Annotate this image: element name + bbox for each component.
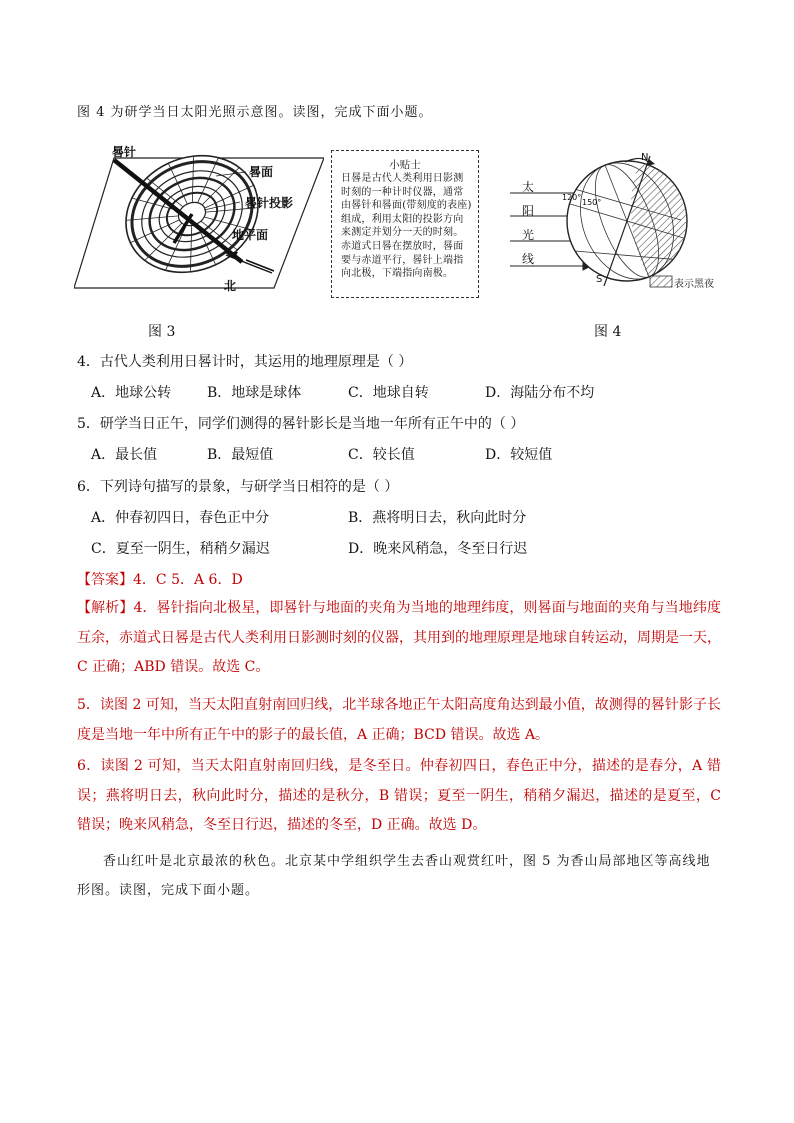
figure-4-caption: 图 4	[594, 324, 622, 340]
sun-char-4: 线	[522, 252, 535, 266]
answer-line: 【答案】4．C 5．A 6．D	[77, 572, 243, 588]
tips-body: 日晷是古代人类利用日影测时刻的一种计时仪器，通常由晷针和晷面(带刻度的表座)组成，利用太阳的投影方向来测定并划分一天的时刻。赤道式日晷在摆放时，晷面要与赤道平行，晷针上端指向北极，下端指向南极。	[341, 173, 472, 280]
legend-text: 表示黑夜	[674, 279, 714, 290]
label-120: 120°	[562, 193, 582, 202]
q6-option-a: A．仲春初四日，春色正中分	[91, 510, 270, 526]
q4-option-c: C．地球自转	[348, 385, 429, 401]
q5-option-c: C．较长值	[348, 447, 415, 463]
label-gnomon: 晷针	[112, 145, 137, 159]
q6-option-c: C．夏至一阴生，稍稍夕漏迟	[91, 541, 270, 557]
q5-option-b: B．最短值	[207, 447, 274, 463]
figure-3-sundial	[74, 138, 324, 298]
figure-4-globe	[505, 148, 745, 293]
figure-3-caption: 图 3	[148, 324, 176, 340]
explanation-6: 6．读图 2 可知，当天太阳直射南回归线，是冬至日。仲春初四日，春色正中分，描述的是春分，A 错误；燕将明日去，秋向此时分，描述的是秋分，B 错误；夏至一阴生，稍稍夕漏迟，描述的是夏至，C 错误；晚来风稍急，冬至日行迟，描述的冬至，D 正确。故选 D。	[77, 758, 721, 833]
label-ground: 地平面	[232, 228, 269, 242]
label-north: 北	[224, 279, 237, 293]
q4-stem: 4．古代人类利用日晷计时，其运用的地理原理是（ ）	[77, 354, 413, 370]
q5-stem: 5．研学当日正午，同学们测得的晷针影长是当地一年所有正午中的（ ）	[77, 416, 525, 432]
intro-text: 图 4 为研学当日太阳光照示意图。读图，完成下面小题。	[77, 105, 433, 120]
sun-char-1: 太	[522, 180, 535, 194]
explanation-4: 【解析】4．晷针指向北极星，即晷针与地面的夹角为当地的地理纬度，则晷面与地面的夹角与当地纬度互余，赤道式日晷是古代人类利用日影测时刻的仪器，其用到的地理原理是地球自转运动，周期是一天，C 正确；ABD 错误。故选 C。	[77, 600, 721, 675]
q5-option-a: A．最长值	[91, 447, 158, 463]
q4-option-d: D．海陆分布不均	[485, 385, 595, 401]
q6-option-b: B．燕将明日去，秋向此时分	[348, 510, 527, 526]
label-s: S	[596, 274, 603, 285]
q6-option-d: D．晚来风稍急，冬至日行迟	[348, 541, 528, 557]
north-arrow	[246, 260, 274, 271]
tips-box	[331, 150, 479, 298]
sun-char-3: 光	[522, 228, 535, 242]
q5-option-d: D．较短值	[485, 447, 553, 463]
label-150: 150°	[582, 198, 602, 207]
label-dial: 晷面	[249, 165, 274, 179]
tips-title: 小贴士	[389, 159, 421, 171]
q4-option-a: A．地球公转	[91, 385, 172, 401]
label-n: N	[641, 152, 649, 163]
q4-option-b: B．地球是球体	[207, 385, 302, 401]
explanation-5: 5．读图 2 可知，当天太阳直射南回归线，北半球各地正午太阳高度角达到最小值，故测得的晷针影子长度是当地一年中所有正午中的影子的最长值，A 正确；BCD 错误。故选 A。	[77, 697, 721, 743]
q6-stem: 6．下列诗句描写的景象，与研学当日相符的是（ ）	[77, 479, 399, 495]
next-passage: 香山红叶是北京最浓的秋色。北京某中学组织学生去香山观赏红叶，图 5 为香山局部地区等高线地形图。读图，完成下面小题。	[77, 854, 711, 898]
legend-swatch	[650, 276, 672, 287]
label-shadow: 晷针投影	[245, 196, 294, 210]
sun-char-2: 阳	[522, 204, 535, 218]
